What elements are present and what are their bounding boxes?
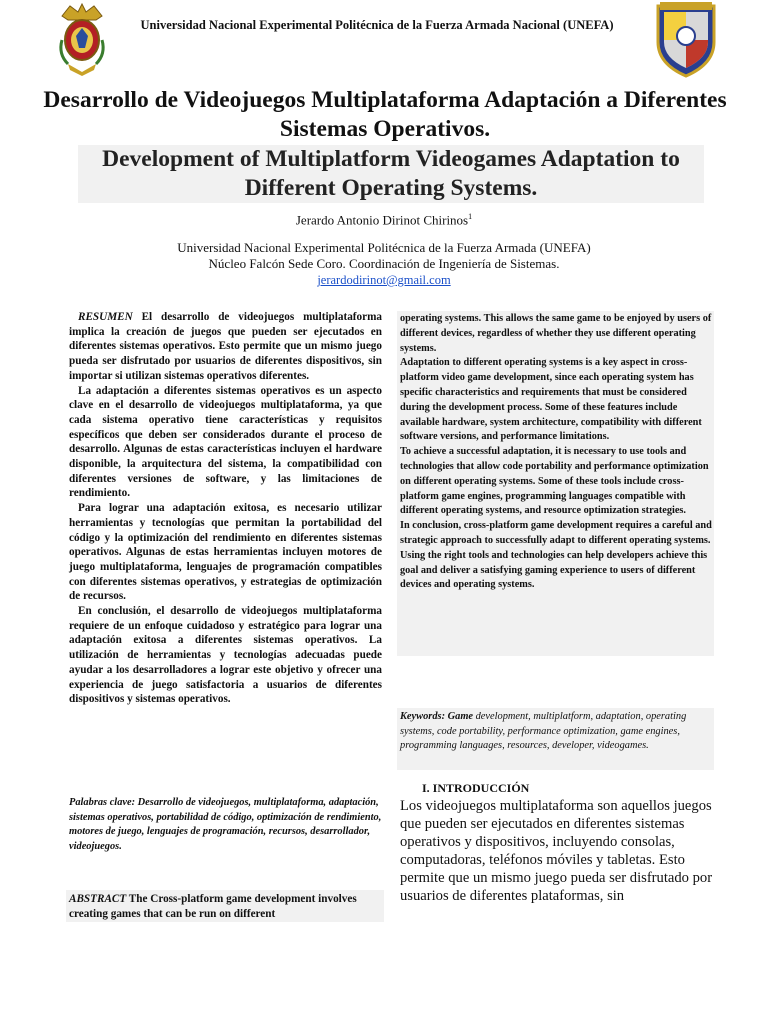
abstract-continued: [400, 312, 714, 593]
affiliation-line-2: Núcleo Falcón Sede Coro. Coordinación de Ingeniería de Sistemas.: [208, 256, 560, 271]
abstract-paragraph-1: operating systems. This allows the same game to be enjoyed by users of different devices, regardless of whether they use different operating systems.: [400, 313, 712, 354]
abstract-label: ABSTRACT: [69, 893, 127, 905]
author-superscript: 1: [468, 212, 473, 221]
introduccion-text: Los videojuegos multiplataforma son aquellos juegos que pueden ser ejecutados en diferentes sistemas operativos y dispositivos, incluyendo consolas, computadoras, teléfonos móviles y tabletas. Esto permite que un mismo juego pueda ser disfrutado por usuarios de diferentes plataformas, sin: [400, 798, 713, 904]
abstract-text: Cross-platform game development involves creating games that can be run on different: [69, 893, 357, 920]
title-english: Development of Multiplatform Videogames Adaptation to Different Operating Systems.: [78, 145, 704, 203]
author-name: [0, 212, 768, 228]
institution-header: Universidad Nacional Experimental Politécnica de la Fuerza Armada Nacional (UNEFA): [140, 18, 614, 32]
author-email-link[interactable]: jerardodirinot@gmail.com: [317, 273, 451, 287]
abstract-paragraph-4: In conclusion, cross-platform game development requires a careful and strategic approach to successfully adapt to different operating systems. Using the right tools and technologies can help developers achieve this goal and deliver a satisfying gaming experience to users of different devices and operating systems.: [400, 520, 712, 591]
keywords: [400, 710, 712, 754]
affiliation-line-1: Universidad Nacional Experimental Politécnica de la Fuerza Armada (UNEFA): [177, 240, 591, 255]
abstract-start: [69, 892, 382, 921]
keywords-label: Keywords: Game: [400, 711, 474, 722]
unefa-shield-icon: [650, 2, 722, 78]
university-crest-icon: [56, 2, 108, 78]
introduccion-heading: I. INTRODUCCIÓN: [422, 781, 530, 795]
abstract-lead: The: [126, 893, 148, 905]
palabras-clave: Palabras clave: Desarrollo de videojuegos, multiplataforma, adaptación, sistemas operativos, portabilidad de código, optimización de rendimiento, motores de juego, lenguajes de programación, recursos, desarrollador, videojuegos.: [69, 797, 382, 852]
abstract-paragraph-2: Adaptation to different operating systems is a key aspect in cross-platform video game development, since each operating system has specific characteristics and requirements that must be considered during the development process. Some of these features include available hardware, system architecture, compatibility with different software versions, and performance limitations.: [400, 357, 702, 443]
resumen-label: RESUMEN: [78, 311, 133, 323]
resumen-paragraph-3: Para lograr una adaptación exitosa, es necesario utilizar herramientas y tecnologías que permitan la portabilidad del código y la optimización del rendimiento en diferentes sistemas operativos. Algunas de estas herramientas incluyen motores de juego multiplataforma, lenguajes de programación compatibles con diferentes sistemas operativos, y estrategias de optimización de recursos.: [69, 502, 382, 603]
resumen-section: [69, 310, 382, 707]
resumen-paragraph-1: [69, 310, 382, 384]
resumen-p1-text: El desarrollo de videojuegos multiplataforma implica la creación de juegos que pueden ser ejecutados en diferentes sistemas operativos. Esto permite que un mismo juego pueda ser disfrutado por usuarios de diferentes dispositivos, sin importar si utilizan sistemas operativos diferentes.: [69, 311, 382, 382]
abstract-paragraph-3: To achieve a successful adaptation, it is necessary to use tools and technologies that allow code portability and performance optimization on different operating systems. Some of these tools include cross-platform game engines, programming languages compatible with different operating systems, and resource optimization strategies.: [400, 446, 709, 517]
title-spanish: Desarrollo de Videojuegos Multiplataforma Adaptación a Diferentes Sistemas Operativos.: [43, 87, 727, 142]
author-name-text: Jerardo Antonio Dirinot Chirinos: [295, 212, 469, 228]
resumen-paragraph-2: La adaptación a diferentes sistemas operativos es un aspecto clave en el desarrollo de videojuegos multiplataforma, ya que cada sistema operativo tiene características y requisitos específicos que deben ser considerados durante el proceso de desarrollo. Algunas de estas características incluyen el hardware disponible, la arquitectura del sistema, la compatibilidad con diferentes versiones de software, y las limitaciones de rendimiento.: [69, 384, 382, 500]
resumen-paragraph-4: En conclusión, el desarrollo de videojuegos multiplataforma requiere de un enfoque cuidadoso y estratégico para lograr una adaptación exitosa a diferentes sistemas operativos. La utilización de herramientas y tecnologías adecuadas puede ayudar a los desarrolladores a lograr este objetivo y ofrecer una experiencia de juego satisfactoria a usuarios de diferentes dispositivos y sistemas operativos.: [69, 605, 382, 706]
keywords-text: development, multiplatform, adaptation, operating systems, code portability, performance optimization, game engines, programming languages, resources, developer, videogames.: [400, 711, 687, 752]
author-affiliation: [0, 240, 768, 272]
